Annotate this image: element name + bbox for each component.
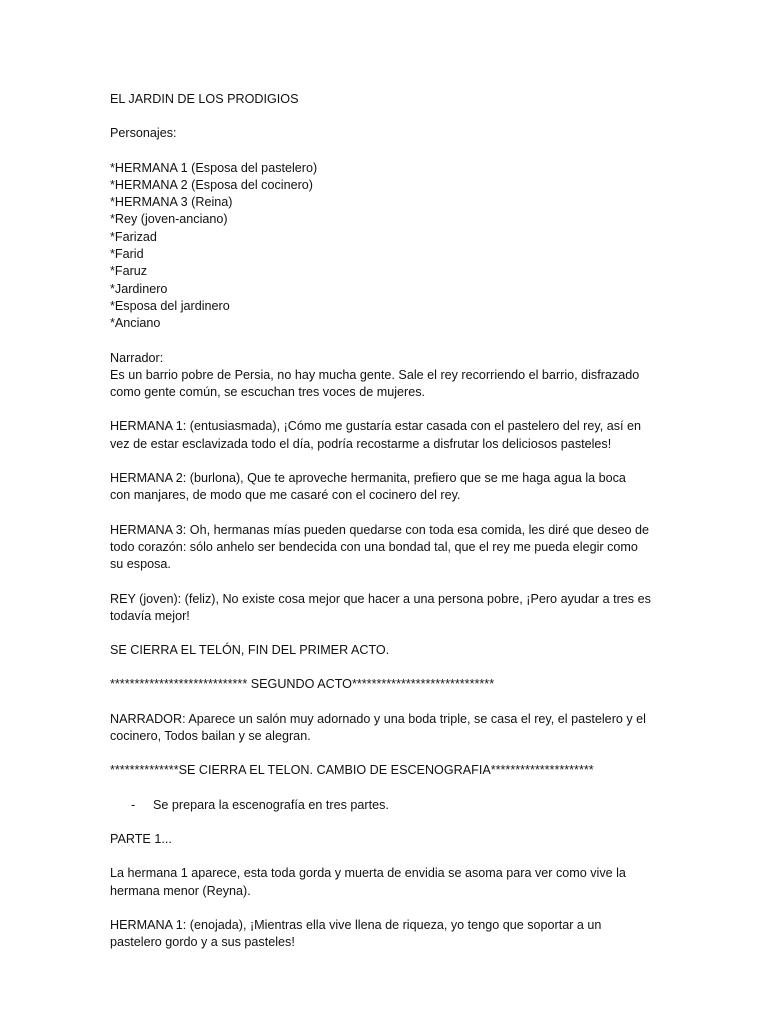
document-title: EL JARDIN DE LOS PRODIGIOS xyxy=(110,92,299,106)
bullet-text: Se prepara la escenografía en tres partes. xyxy=(153,797,389,812)
hermana2-paragraph: HERMANA 2: (burlona), Que te aproveche hermanita, prefiero que se me haga agua la boca con manjares, de modo que me casaré con el cocinero del rey. xyxy=(110,471,626,503)
narrator-heading: Narrador: xyxy=(110,350,164,365)
hermana1-angry-paragraph: HERMANA 1: (enojada), ¡Mientras ella vive llena de riqueza, yo tengo que soportar a un pastelero gordo y a sus pasteles! xyxy=(110,917,602,950)
rey-paragraph: REY (joven): (feliz), No existe cosa mejor que hacer a una persona pobre, ¡Pero ayudar a tres es todavía mejor! xyxy=(110,591,651,623)
list-item: *Farid xyxy=(110,247,144,262)
hermana1-paragraph: HERMANA 1: (entusiasmada), ¡Cómo me gustaría estar casada con el pastelero del rey, así en vez de estar esclavizada todo el día, podría recostarme a disfrutar los deliciosos pasteles! xyxy=(110,419,642,451)
bullet-item xyxy=(110,797,670,814)
list-item: *Rey (joven-anciano) xyxy=(110,212,228,227)
hermana3-paragraph: HERMANA 3: Oh, hermanas mías pueden quedarse con toda esa comida, les diré que deseo de todo corazón: sólo anhelo ser bendecida con una bondad tal, que el rey me pueda elegir como su esposa. xyxy=(110,522,650,572)
end-act-one: SE CIERRA EL TELÓN, FIN DEL PRIMER ACTO. xyxy=(110,643,390,658)
list-item: *HERMANA 2 (Esposa del cocinero) xyxy=(110,177,313,192)
characters-list xyxy=(110,160,670,333)
list-item: *Anciano xyxy=(110,316,161,331)
document-content xyxy=(110,91,670,968)
narrator-paragraph: Narrador: Es un barrio pobre de Persia, no hay mucha gente. Sale el rey recorriendo el barrio, disfrazado como gente común, se escuchan tres voces de mujeres. xyxy=(110,350,670,402)
part-one-paragraph: La hermana 1 aparece, esta toda gorda y muerta de envidia se asoma para ver como vive la hermana menor (Reyna). xyxy=(110,866,626,898)
list-item: *Esposa del jardinero xyxy=(110,298,230,313)
list-item: *Farizad xyxy=(110,229,157,244)
list-item: *Faruz xyxy=(110,264,148,279)
list-item: *HERMANA 3 (Reina) xyxy=(110,195,233,210)
act-two-heading: **************************** SEGUNDO ACTO***************************** xyxy=(110,677,495,692)
narrador-act-two-paragraph: NARRADOR: Aparece un salón muy adornado y una boda triple, se casa el rey, el pastelero y el cocinero, Todos bailan y se alegran. xyxy=(110,711,646,744)
bullet-dash: - xyxy=(131,797,136,812)
characters-heading: Personajes: xyxy=(110,126,177,141)
list-item: *Jardinero xyxy=(110,281,168,296)
part-one-heading: PARTE 1... xyxy=(110,831,172,846)
scene-change: **************SE CIERRA EL TELON. CAMBIO DE ESCENOGRAFIA********************* xyxy=(110,763,594,778)
list-item: *HERMANA 1 (Esposa del pastelero) xyxy=(110,160,318,175)
